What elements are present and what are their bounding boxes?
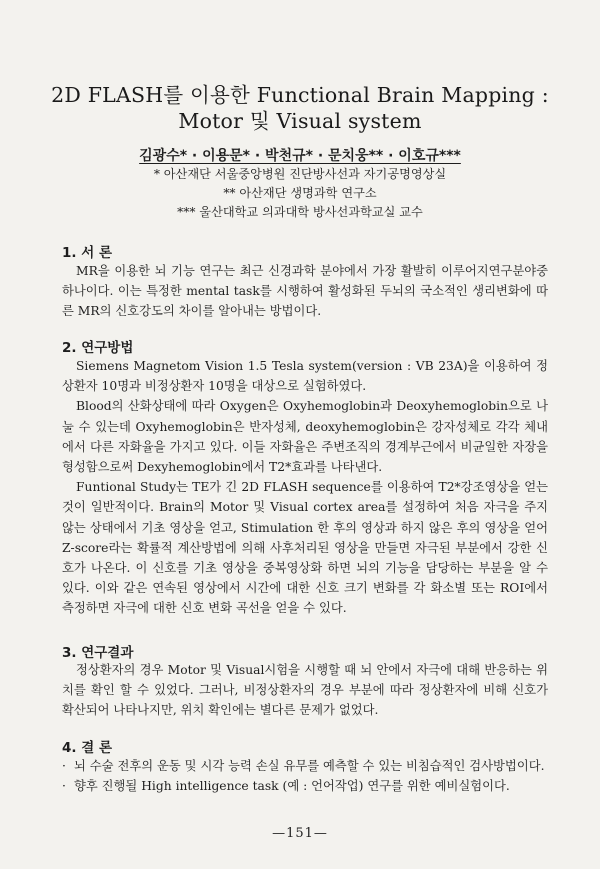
section-heading-conclusion: 4. 결 론 — [62, 740, 113, 756]
section-heading-results: 3. 연구결과 — [62, 645, 134, 661]
title-line-2: Motor 및 Visual system — [178, 109, 422, 133]
author-list: 김광수* · 이용문* · 박천규* · 문치웅** · 이호규*** — [139, 148, 461, 164]
paragraph: Funtional Study는 TE가 긴 2D FLASH sequence를 이용하여 T2*강조영상을 얻는 것이 일반적이다. Brain의 Motor 및 Visual cortex area를 설정하여 처음 자극을 주지 않는 상태에서 기초 영상을 얻고, Stimulation 한 후의 영상과 하지 않은 후의 영상을 얻어 Z-score라는 확률적 계산방법에 의해 사후처리된 영상을 만들면 자극된 부분에서 강한 신호가 나온다. 이 신호를 기초 영상을 중복영상화 하면 뇌의 기능을 담당하는 부분을 알 수 있다. 이와 같은 연속된 영상에서 시간에 대한 신호 크기 변화를 각 화소별 또는 ROI에서 측정하면 자극에 대한 신호 변화 곡선을 얻을 수 있다. — [62, 480, 548, 616]
bullet-dot: · — [62, 779, 66, 794]
paragraph: Siemens Magnetom Vision 1.5 Tesla system(version : VB 23A)을 이용하여 정상환자 10명과 비정상환자 10명을 대상으로 실험하였다. — [62, 359, 548, 394]
list-item — [62, 756, 548, 776]
list-item-text: 향후 진행될 High intelligence task (예 : 언어작업) 연구를 위한 예비실험이다. — [74, 779, 510, 794]
affiliation-3: *** 울산대학교 의과대학 방사선과학교실 교수 — [177, 205, 423, 219]
conclusion-list — [62, 756, 548, 796]
section-heading-methods: 2. 연구방법 — [62, 340, 134, 356]
list-item-text: 뇌 수술 전후의 운동 및 시각 능력 손실 유무를 예측할 수 있는 비침습적인 검사방법이다. — [74, 759, 545, 773]
list-item — [62, 776, 548, 796]
paragraph: MR을 이용한 뇌 기능 연구는 최근 신경과학 분야에서 가장 활발히 이루어지연구분야중 하나이다. 이는 특정한 mental task를 시행하여 활성화된 두뇌의 국소적인 생리변화에 따른 MR의 신호강도의 차이를 알아내는 방법이다. — [62, 264, 548, 319]
section-body-methods — [62, 356, 548, 619]
title-line-1: 2D FLASH를 이용한 Functional Brain Mapping : — [51, 83, 549, 107]
paragraph: 정상환자의 경우 Motor 및 Visual시험을 시행할 때 뇌 안에서 자극에 대해 반응하는 위치를 확인 할 수 있었다. 그러나, 비정상환자의 경우 부분에 따라 정상환자에 비해 신호가 확산되어 나타나지만, 위치 확인에는 별다른 문제가 없었다. — [62, 663, 548, 718]
paragraph: Blood의 산화상태에 따라 Oxygen은 Oxyhemoglobin과 Deoxyhemoglobin으로 나눌 수 있는데 Oxyhemoglobin은 반자성체, deoxyhemoglobin은 강자성체로 각각 체내에서 다른 자화율을 가지고 있다. 이들 자화율은 주변조직의 경계부근에서 비균일한 자장을 형성함으로써 Dexyhemoglobin에서 T2*효과를 나타낸다. — [62, 399, 548, 475]
affiliation-2: ** 아산재단 생명과학 연구소 — [223, 186, 377, 200]
section-heading-intro: 1. 서 론 — [62, 245, 113, 261]
bullet-dot: · — [62, 759, 66, 773]
section-body-results — [62, 660, 548, 721]
page-number: —151— — [272, 826, 328, 841]
affiliation-1: * 아산재단 서울중앙병원 진단방사선과 자기공명영상실 — [153, 167, 447, 181]
section-body-intro — [62, 261, 548, 322]
